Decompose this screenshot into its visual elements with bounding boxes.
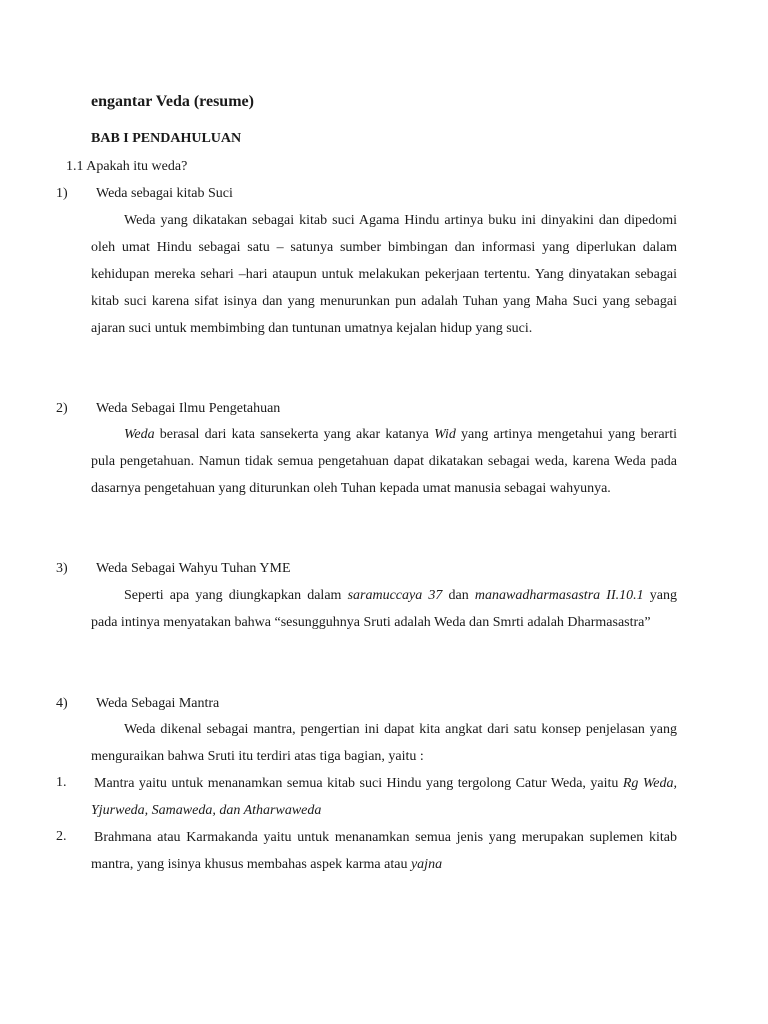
italic-term: Weda: [124, 427, 155, 442]
paragraph-text: dan: [442, 588, 475, 603]
italic-term: Wid: [434, 427, 456, 442]
list-item: [91, 824, 677, 878]
section-number: 2): [56, 401, 68, 416]
section-heading: Weda Sebagai Mantra: [96, 696, 220, 711]
italic-term: Rg Weda, Yjurweda, Samaweda, dan Atharwaweda: [91, 776, 677, 818]
section-number: 1): [56, 186, 68, 201]
section-paragraph: Weda yang dikatakan sebagai kitab suci Agama Hindu artinya buku ini dinyakini dan dipedomi oleh umat Hindu sebagai satu – satunya sumber bimbingan dan informasi yang diperlukan dalam kehidupan mereka sehari –hari ataupun untuk melakukan pekerjaan tertentu. Yang dinyatakan sebagai kitab suci karena sifat isinya dan yang menurunkan pun adalah Tuhan yang Maha Suci yang sebagai ajaran suci untuk membimbing dan tuntunan umatnya kejalan hidup yang suci.: [91, 213, 677, 336]
section-paragraph: Weda dikenal sebagai mantra, pengertian ini dapat kita angkat dari satu konsep penjelasan yang menguraikan bahwa Sruti itu terdiri atas tiga bagian, yaitu :: [91, 722, 677, 764]
list-item-text: Brahmana atau Karmakanda yaitu untuk menanamkan semua jenis yang merupakan suplemen kitab mantra, yang isinya khusus membahas aspek karma atau: [91, 830, 677, 872]
paragraph-text: berasal dari kata sansekerta yang akar katanya: [154, 427, 435, 442]
paragraph-text: yang artinya mengetahui yang berarti pula pengetahuan. Namun tidak semua pengetahuan dapat dikatakan sebagai weda, karena Weda pada dasarnya pengetahuan yang diturunkan oleh Tuhan kepada umat manusia sebagai wahyunya.: [91, 427, 678, 496]
list-item-text: Mantra yaitu untuk menanamkan semua kitab suci Hindu yang tergolong Catur Weda, yaitu: [94, 776, 623, 791]
section-heading: Weda sebagai kitab Suci: [96, 186, 233, 201]
list-item-number: 2.: [56, 829, 67, 844]
section-paragraph: [91, 421, 677, 502]
section-number: 4): [56, 696, 68, 711]
list-item: [91, 770, 677, 824]
section-number: 3): [56, 561, 68, 576]
paragraph-text: yang pada intinya menyatakan bahwa “sesungguhnya Sruti adalah Weda dan Smrti adalah Dharmasastra”: [91, 588, 677, 630]
italic-term: manawadharmasastra II.10.1: [474, 588, 644, 603]
list-item-number: 1.: [56, 775, 67, 790]
italic-term: yajna: [410, 857, 443, 872]
paragraph-text: Seperti apa yang diungkapkan dalam: [124, 588, 348, 603]
section-heading: Weda Sebagai Wahyu Tuhan YME: [96, 561, 291, 576]
section-heading: Weda Sebagai Ilmu Pengetahuan: [96, 401, 281, 416]
chapter-heading: BAB I PENDAHULUAN: [91, 131, 242, 146]
italic-term: saramuccaya 37: [347, 588, 443, 603]
section-paragraph: [91, 582, 677, 636]
document-title: engantar Veda (resume): [91, 93, 254, 110]
subsection-heading: 1.1 Apakah itu weda?: [66, 159, 188, 174]
